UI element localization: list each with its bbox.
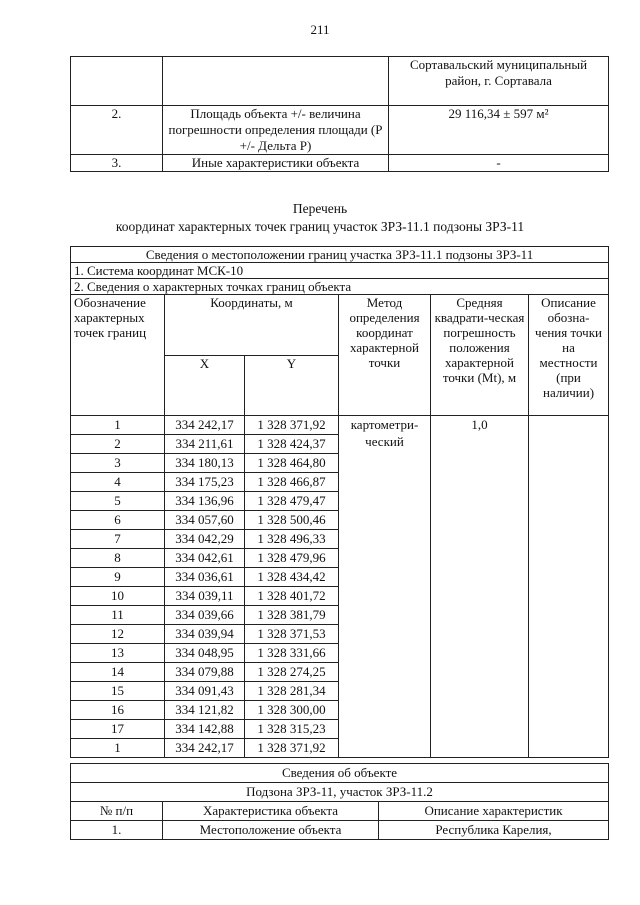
column-header-description: Описание характеристик (379, 802, 609, 821)
characteristic-name: Местоположение объекта (163, 821, 379, 840)
point-number: 11 (71, 606, 165, 625)
table-row (71, 155, 609, 172)
column-header-characteristic: Характеристика объекта (163, 802, 379, 821)
point-number: 5 (71, 492, 165, 511)
point-y: 1 328 401,72 (245, 587, 339, 606)
point-y: 1 328 331,66 (245, 644, 339, 663)
row-number (71, 57, 163, 106)
object-info-title: Сведения об объекте (71, 764, 609, 783)
point-x: 334 057,60 (165, 511, 245, 530)
object-info-table (70, 763, 609, 840)
point-y: 1 328 479,96 (245, 549, 339, 568)
characteristic-value: Сортавальский муниципальный район, г. Сортавала (389, 57, 609, 106)
point-y: 1 328 371,92 (245, 416, 339, 435)
point-y: 1 328 300,00 (245, 701, 339, 720)
column-header-coordinates: Координаты, м (165, 295, 339, 356)
column-header-x: X (165, 355, 245, 416)
point-number: 7 (71, 530, 165, 549)
error-value: 1,0 (431, 416, 529, 758)
point-number: 3 (71, 454, 165, 473)
point-number: 4 (71, 473, 165, 492)
characteristic-name (163, 57, 389, 106)
point-x: 334 136,96 (165, 492, 245, 511)
point-x: 334 039,66 (165, 606, 245, 625)
row-number: 3. (71, 155, 163, 172)
characteristic-value: - (389, 155, 609, 172)
coordinates-table-title: Сведения о местоположении границ участка ЗРЗ-11.1 подзоны ЗРЗ-11 (71, 247, 609, 263)
point-y: 1 328 496,33 (245, 530, 339, 549)
row-number: 2. (71, 106, 163, 155)
characteristic-value: Республика Карелия, (379, 821, 609, 840)
point-number: 12 (71, 625, 165, 644)
characteristic-name: Площадь объекта +/- величина погрешности определения площади (P +/- Дельта P) (163, 106, 389, 155)
object-characteristics-table (70, 56, 609, 172)
list-subheading: координат характерных точек границ участок ЗРЗ-11.1 подзоны ЗРЗ-11 (115, 219, 525, 234)
column-header-y: Y (245, 355, 339, 416)
point-y: 1 328 479,47 (245, 492, 339, 511)
point-number: 1 (71, 739, 165, 758)
point-x: 334 242,17 (165, 739, 245, 758)
point-x: 334 039,94 (165, 625, 245, 644)
point-number: 16 (71, 701, 165, 720)
point-x: 334 079,88 (165, 663, 245, 682)
characteristic-name: Иные характеристики объекта (163, 155, 389, 172)
method-value: картометри-ческий (339, 416, 431, 758)
point-x: 334 180,13 (165, 454, 245, 473)
point-x: 334 042,29 (165, 530, 245, 549)
characteristic-value: 29 116,34 ± 597 м² (389, 106, 609, 155)
point-number: 13 (71, 644, 165, 663)
row-number: 1. (71, 821, 163, 840)
point-y: 1 328 371,92 (245, 739, 339, 758)
point-y: 1 328 371,53 (245, 625, 339, 644)
point-number: 1 (71, 416, 165, 435)
table-row (71, 106, 609, 155)
point-number: 2 (71, 435, 165, 454)
column-header-description: Описание обозна-чения точки на местности (при наличии) (529, 295, 609, 416)
point-y: 1 328 464,80 (245, 454, 339, 473)
description-value (529, 416, 609, 758)
point-number: 17 (71, 720, 165, 739)
point-number: 6 (71, 511, 165, 530)
point-x: 334 042,61 (165, 549, 245, 568)
coordinate-system: 1. Система координат МСК-10 (71, 263, 609, 279)
table-row (71, 57, 609, 106)
point-x: 334 242,17 (165, 416, 245, 435)
point-y: 1 328 434,42 (245, 568, 339, 587)
point-y: 1 328 500,46 (245, 511, 339, 530)
point-x: 334 211,61 (165, 435, 245, 454)
point-x: 334 121,82 (165, 701, 245, 720)
list-heading: Перечень (292, 201, 348, 216)
point-x: 334 142,88 (165, 720, 245, 739)
points-section-title: 2. Сведения о характерных точках границ объекта (71, 279, 609, 295)
point-y: 1 328 381,79 (245, 606, 339, 625)
object-info-subtitle: Подзона ЗРЗ-11, участок ЗРЗ-11.2 (71, 783, 609, 802)
point-x: 334 039,11 (165, 587, 245, 606)
point-y: 1 328 315,23 (245, 720, 339, 739)
point-number: 15 (71, 682, 165, 701)
coordinates-table (70, 246, 609, 758)
point-number: 8 (71, 549, 165, 568)
column-header-error: Средняя квадрати-ческая погрешность положения характерной точки (Mt), м (431, 295, 529, 416)
point-y: 1 328 424,37 (245, 435, 339, 454)
point-y: 1 328 281,34 (245, 682, 339, 701)
point-y: 1 328 274,25 (245, 663, 339, 682)
table-row (71, 416, 609, 435)
point-number: 14 (71, 663, 165, 682)
point-y: 1 328 466,87 (245, 473, 339, 492)
point-x: 334 091,43 (165, 682, 245, 701)
point-x: 334 048,95 (165, 644, 245, 663)
page-number: 211 (310, 22, 330, 37)
column-header-designation: Обозначение характерных точек границ (71, 295, 165, 416)
point-number: 10 (71, 587, 165, 606)
point-number: 9 (71, 568, 165, 587)
point-x: 334 175,23 (165, 473, 245, 492)
point-x: 334 036,61 (165, 568, 245, 587)
column-header-method: Метод определения координат характерной точки (339, 295, 431, 416)
table-row (71, 821, 609, 840)
column-header-number: № п/п (71, 802, 163, 821)
